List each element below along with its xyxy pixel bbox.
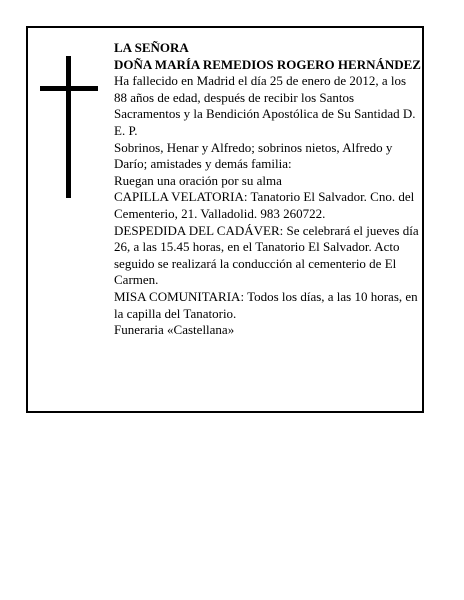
mass-info: MISA COMUNITARIA: Todos los días, a las 10 horas, en la capilla del Tanatorio. bbox=[114, 288, 418, 321]
obituary-notice bbox=[26, 26, 424, 413]
death-announcement: Ha fallecido en Madrid el día 25 de enero de 2012, a los 88 años de edad, después de recibir los Santos Sacramentos y la Bendición Apostólica de Su Santidad D. E. P. bbox=[114, 73, 416, 138]
chapel-info: CAPILLA VELATORIA: Tanatorio El Salvador. Cno. del Cementerio, 21. Valladolid. 983 260722. bbox=[114, 189, 415, 221]
notice-text bbox=[114, 40, 422, 339]
notice-title: LA SEÑORA bbox=[114, 40, 189, 55]
deceased-name: DOÑA MARÍA REMEDIOS ROGERO HERNÁNDEZ bbox=[114, 56, 421, 72]
farewell-info: DESPEDIDA DEL CADÁVER: Se celebrará el jueves día 26, a las 15.45 horas, en el Tanatorio El Salvador. Acto seguido se realizará la conducción al cementerio de El Carmen. bbox=[114, 222, 419, 288]
prayer-request: Ruegan una oración por su alma bbox=[114, 172, 282, 188]
cross-vertical-bar bbox=[66, 56, 71, 198]
funeral-home: Funeraria «Castellana» bbox=[114, 322, 235, 338]
family-members: Sobrinos, Henar y Alfredo; sobrinos nietos, Alfredo y Darío; amistades y demás familia: bbox=[114, 139, 393, 172]
cross-icon bbox=[40, 56, 98, 198]
cross-horizontal-bar bbox=[40, 86, 98, 91]
